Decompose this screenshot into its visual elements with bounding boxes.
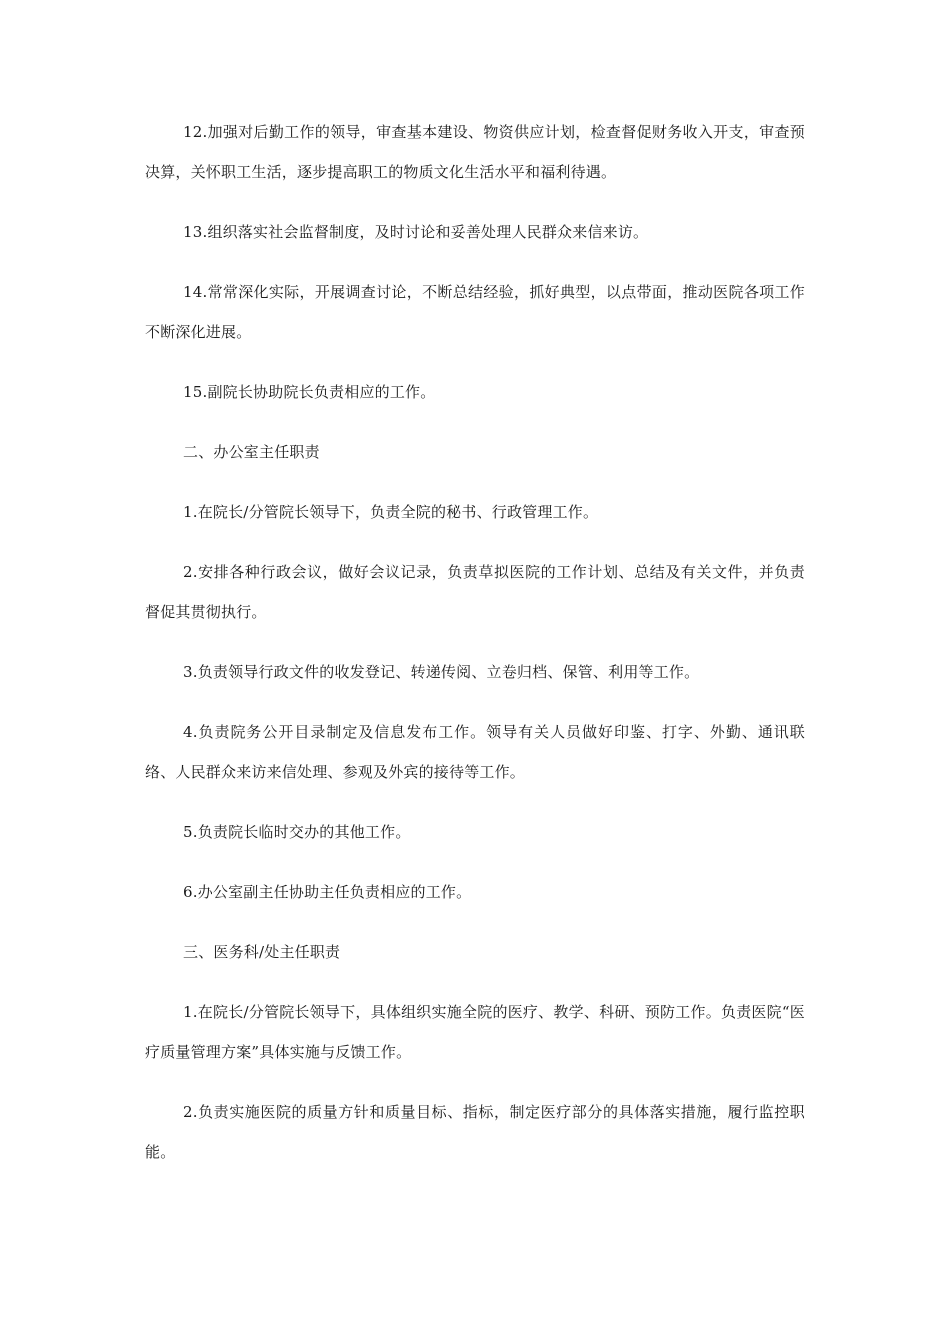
paragraph-item-12: 12.加强对后勤工作的领导，审查基本建设、物资供应计划，检查督促财务收入开支，审查预决算，关怀职工生活，逐步提高职工的物质文化生活水平和福利待遇。 bbox=[145, 123, 805, 181]
paragraph-medical-1: 1.在院长/分管院长领导下，具体组织实施全院的医疗、教学、科研、预防工作。负责医院“医疗质量管理方案”具体实施与反馈工作。 bbox=[145, 1003, 805, 1061]
paragraph-office-1: 1.在院长/分管院长领导下，负责全院的秘书、行政管理工作。 bbox=[183, 503, 599, 521]
paragraph-item-13: 13.组织落实社会监督制度，及时讨论和妥善处理人民群众来信来访。 bbox=[183, 223, 649, 241]
section-heading-medical-affairs: 三、医务科/处主任职责 bbox=[183, 943, 341, 961]
paragraph-item-15: 15.副院长协助院长负责相应的工作。 bbox=[183, 383, 436, 401]
paragraph-office-4: 4.负责院务公开目录制定及信息发布工作。领导有关人员做好印鉴、打字、外勤、通讯联络、人民群众来访来信处理、参观及外宾的接待等工作。 bbox=[145, 723, 805, 781]
paragraph-medical-2: 2.负责实施医院的质量方针和质量目标、指标，制定医疗部分的具体落实措施，履行监控职能。 bbox=[145, 1103, 805, 1161]
paragraph-office-2: 2.安排各种行政会议，做好会议记录，负责草拟医院的工作计划、总结及有关文件，并负责督促其贯彻执行。 bbox=[145, 563, 805, 621]
paragraph-item-14: 14.常常深化实际，开展调查讨论，不断总结经验，抓好典型，以点带面，推动医院各项工作不断深化进展。 bbox=[145, 283, 805, 341]
section-heading-office-director: 二、办公室主任职责 bbox=[183, 443, 320, 461]
paragraph-office-5: 5.负责院长临时交办的其他工作。 bbox=[183, 823, 411, 841]
paragraph-office-6: 6.办公室副主任协助主任负责相应的工作。 bbox=[183, 883, 472, 901]
document-body bbox=[145, 112, 805, 1192]
paragraph-office-3: 3.负责领导行政文件的收发登记、转递传阅、立卷归档、保管、利用等工作。 bbox=[183, 663, 700, 681]
